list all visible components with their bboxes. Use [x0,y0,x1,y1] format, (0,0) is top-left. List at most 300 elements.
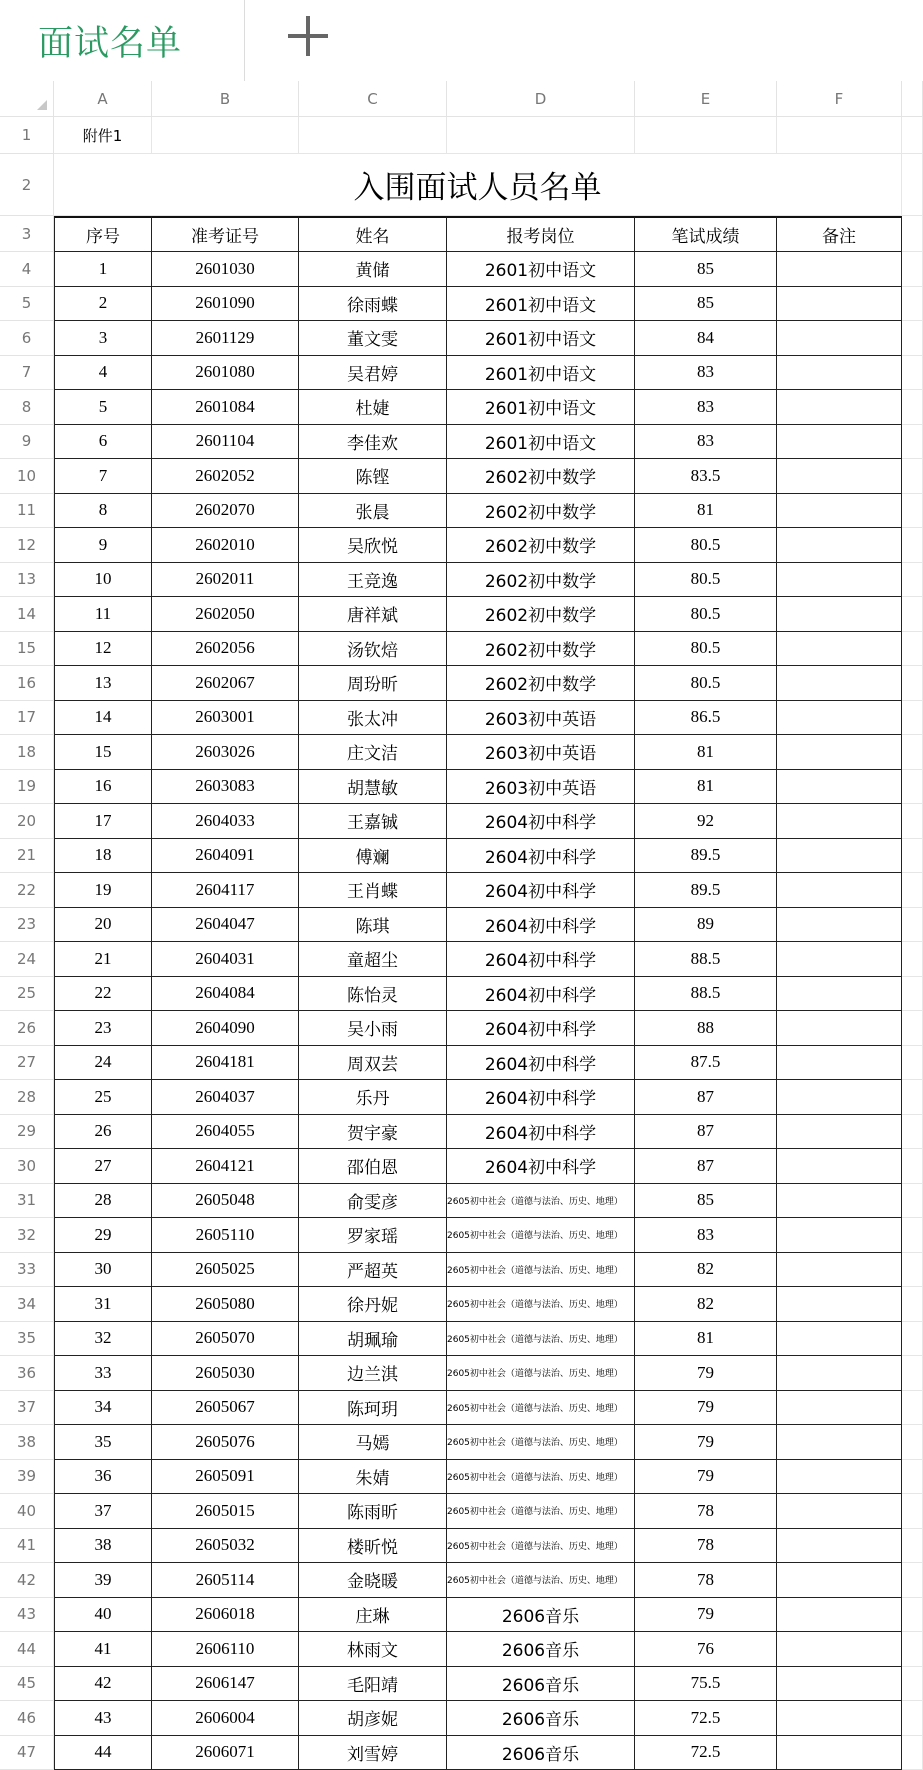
cell-score[interactable]: 85 [635,252,777,287]
cell-score[interactable]: 89 [635,908,777,943]
cell-score[interactable]: 72.5 [635,1701,777,1736]
cell-name[interactable]: 胡慧敏 [299,770,447,805]
cell-score[interactable]: 87 [635,1149,777,1184]
empty-cell[interactable] [902,770,923,805]
cell-score[interactable]: 86.5 [635,701,777,736]
row-header[interactable]: 19 [0,770,54,805]
row-header[interactable]: 7 [0,356,54,391]
cell-name[interactable]: 徐雨蝶 [299,287,447,322]
cell-exam-id[interactable]: 2606110 [152,1632,299,1667]
row-header[interactable]: 44 [0,1632,54,1667]
cell-score[interactable]: 81 [635,735,777,770]
cell-remark[interactable] [777,1046,902,1081]
empty-cell[interactable] [902,908,923,943]
row-header[interactable]: 20 [0,804,54,839]
cell-score[interactable]: 83 [635,390,777,425]
cell-exam-id[interactable]: 2601030 [152,252,299,287]
cell-position[interactable]: 2606音乐 [447,1598,635,1633]
cell-position[interactable]: 2602初中数学 [447,528,635,563]
cell-seq[interactable]: 3 [54,321,152,356]
row-header[interactable]: 24 [0,942,54,977]
cell-remark[interactable] [777,459,902,494]
cell-score[interactable]: 80.5 [635,666,777,701]
cell-remark[interactable] [777,1494,902,1529]
cell-seq[interactable]: 33 [54,1356,152,1391]
cell-remark[interactable] [777,908,902,943]
cell-exam-id[interactable]: 2603083 [152,770,299,805]
cell-position[interactable]: 2601初中语文 [447,287,635,322]
cell-exam-id[interactable]: 2605032 [152,1529,299,1564]
cell-score[interactable]: 81 [635,494,777,529]
cell-remark[interactable] [777,1115,902,1150]
plus-icon[interactable] [288,16,328,56]
cell-remark[interactable] [777,1149,902,1184]
cell-score[interactable]: 78 [635,1529,777,1564]
cell-position[interactable]: 2602初中数学 [447,494,635,529]
cell-seq[interactable]: 19 [54,873,152,908]
cell-score[interactable]: 79 [635,1356,777,1391]
cell-exam-id[interactable]: 2602067 [152,666,299,701]
cell-exam-id[interactable]: 2604037 [152,1080,299,1115]
empty-cell[interactable] [902,390,923,425]
cell-position[interactable]: 2601初中语文 [447,356,635,391]
cell-score[interactable]: 83 [635,425,777,460]
cell-position[interactable]: 2601初中语文 [447,425,635,460]
cell-remark[interactable] [777,528,902,563]
cell-remark[interactable] [777,356,902,391]
cell-remark[interactable] [777,1736,902,1770]
empty-cell[interactable] [902,1425,923,1460]
cell-remark[interactable] [777,1184,902,1219]
cell-name[interactable]: 黄储 [299,252,447,287]
cell-name[interactable]: 楼昕悦 [299,1529,447,1564]
cell-exam-id[interactable]: 2602011 [152,563,299,598]
cell-name[interactable]: 陈琪 [299,908,447,943]
cell-position[interactable]: 2606音乐 [447,1736,635,1770]
cell-name[interactable]: 吴君婷 [299,356,447,391]
row-header[interactable]: 8 [0,390,54,425]
cell-position[interactable]: 2606音乐 [447,1632,635,1667]
empty-cell[interactable] [902,1563,923,1598]
cell-exam-id[interactable]: 2605025 [152,1253,299,1288]
empty-cell[interactable] [902,216,923,252]
cell-name[interactable]: 金晓暖 [299,1563,447,1598]
cell-exam-id[interactable]: 2604055 [152,1115,299,1150]
cell-exam-id[interactable]: 2601090 [152,287,299,322]
cell-position[interactable]: 2605初中社会（道德与法治、历史、地理） [447,1287,635,1322]
empty-cell[interactable] [902,1529,923,1564]
cell-seq[interactable]: 40 [54,1598,152,1633]
cell-score[interactable]: 79 [635,1598,777,1633]
cell-position[interactable]: 2604初中科学 [447,873,635,908]
cell-seq[interactable]: 15 [54,735,152,770]
sheet-title[interactable]: 入围面试人员名单 [54,154,902,216]
column-header-C[interactable]: C [299,81,447,117]
cell-name[interactable]: 俞雯彦 [299,1184,447,1219]
cell-score[interactable]: 88.5 [635,977,777,1012]
row-header[interactable]: 26 [0,1011,54,1046]
cell-name[interactable]: 邵伯恩 [299,1149,447,1184]
cell-remark[interactable] [777,321,902,356]
cell-name[interactable]: 林雨文 [299,1632,447,1667]
table-header-seq[interactable]: 序号 [54,216,152,252]
cell-exam-id[interactable]: 2601129 [152,321,299,356]
row-header[interactable]: 6 [0,321,54,356]
row-header[interactable]: 33 [0,1253,54,1288]
empty-cell[interactable] [902,1460,923,1495]
row-header[interactable]: 21 [0,839,54,874]
cell-remark[interactable] [777,1322,902,1357]
row-header[interactable]: 39 [0,1460,54,1495]
cell-exam-id[interactable]: 2604117 [152,873,299,908]
cell-remark[interactable] [777,770,902,805]
cell-seq[interactable]: 5 [54,390,152,425]
empty-cell[interactable] [902,1598,923,1633]
cell-score[interactable]: 82 [635,1287,777,1322]
cell-position[interactable]: 2602初中数学 [447,666,635,701]
cell-seq[interactable]: 12 [54,632,152,667]
column-header-A[interactable]: A [54,81,152,117]
cell-score[interactable]: 85 [635,1184,777,1219]
cell-remark[interactable] [777,425,902,460]
cell-name[interactable]: 童超尘 [299,942,447,977]
cell-position[interactable]: 2603初中英语 [447,701,635,736]
cell-name[interactable]: 马嫣 [299,1425,447,1460]
cell-remark[interactable] [777,873,902,908]
cell-exam-id[interactable]: 2601084 [152,390,299,425]
cell-name[interactable]: 李佳欢 [299,425,447,460]
cell-remark[interactable] [777,666,902,701]
cell-remark[interactable] [777,563,902,598]
cell-seq[interactable]: 27 [54,1149,152,1184]
cell-score[interactable]: 85 [635,287,777,322]
row-header[interactable]: 25 [0,977,54,1012]
cell-remark[interactable] [777,735,902,770]
cell-exam-id[interactable]: 2604033 [152,804,299,839]
cell-seq[interactable]: 32 [54,1322,152,1357]
cell-seq[interactable]: 35 [54,1425,152,1460]
cell-score[interactable]: 80.5 [635,597,777,632]
cell-seq[interactable]: 38 [54,1529,152,1564]
cell-score[interactable]: 78 [635,1494,777,1529]
cell-seq[interactable]: 23 [54,1011,152,1046]
cell-seq[interactable]: 7 [54,459,152,494]
empty-cell[interactable] [902,1184,923,1219]
empty-cell[interactable] [902,1046,923,1081]
cell-remark[interactable] [777,1080,902,1115]
cell-remark[interactable] [777,942,902,977]
cell-remark[interactable] [777,1425,902,1460]
row-header[interactable]: 17 [0,701,54,736]
cell-remark[interactable] [777,804,902,839]
cell-exam-id[interactable]: 2606071 [152,1736,299,1770]
cell-position[interactable]: 2605初中社会（道德与法治、历史、地理） [447,1563,635,1598]
cell-exam-id[interactable]: 2602010 [152,528,299,563]
cell-position[interactable]: 2604初中科学 [447,1046,635,1081]
column-header-E[interactable]: E [635,81,777,117]
cell-a1[interactable]: 附件1 [54,117,152,154]
cell-exam-id[interactable]: 2604181 [152,1046,299,1081]
cell-position[interactable]: 2604初中科学 [447,804,635,839]
cell-exam-id[interactable]: 2603001 [152,701,299,736]
cell-exam-id[interactable]: 2605076 [152,1425,299,1460]
row-header[interactable]: 40 [0,1494,54,1529]
row-header[interactable]: 12 [0,528,54,563]
cell-exam-id[interactable]: 2605048 [152,1184,299,1219]
cell-name[interactable]: 边兰淇 [299,1356,447,1391]
cell-position[interactable]: 2605初中社会（道德与法治、历史、地理） [447,1494,635,1529]
table-header-name[interactable]: 姓名 [299,216,447,252]
row-header[interactable]: 5 [0,287,54,322]
row-header[interactable]: 28 [0,1080,54,1115]
cell-remark[interactable] [777,977,902,1012]
cell-exam-id[interactable]: 2604084 [152,977,299,1012]
cell-position[interactable]: 2604初中科学 [447,1080,635,1115]
cell-name[interactable]: 陈雨昕 [299,1494,447,1529]
row-header[interactable]: 13 [0,563,54,598]
cell-score[interactable]: 72.5 [635,1736,777,1770]
cell-score[interactable]: 80.5 [635,528,777,563]
empty-cell[interactable] [902,425,923,460]
cell-score[interactable]: 79 [635,1391,777,1426]
cell-score[interactable]: 81 [635,770,777,805]
cell-name[interactable]: 陈珂玥 [299,1391,447,1426]
cell-position[interactable]: 2602初中数学 [447,563,635,598]
cell-score[interactable]: 81 [635,1322,777,1357]
cell-seq[interactable]: 37 [54,1494,152,1529]
cell-name[interactable]: 王竞逸 [299,563,447,598]
cell-name[interactable]: 徐丹妮 [299,1287,447,1322]
cell-name[interactable]: 王嘉铖 [299,804,447,839]
cell-remark[interactable] [777,1563,902,1598]
cell-name[interactable]: 吴欣悦 [299,528,447,563]
cell-position[interactable]: 2604初中科学 [447,977,635,1012]
column-header-B[interactable]: B [152,81,299,117]
cell-remark[interactable] [777,1701,902,1736]
cell-name[interactable]: 贺宇豪 [299,1115,447,1150]
cell-remark[interactable] [777,1391,902,1426]
empty-cell[interactable] [902,117,923,154]
cell-score[interactable]: 83 [635,1218,777,1253]
cell-name[interactable]: 胡彦妮 [299,1701,447,1736]
empty-cell[interactable] [902,873,923,908]
empty-cell[interactable] [902,528,923,563]
cell-remark[interactable] [777,1356,902,1391]
cell-name[interactable]: 杜婕 [299,390,447,425]
sheet-tab-interview-list[interactable] [0,0,245,81]
cell-remark[interactable] [777,839,902,874]
cell-exam-id[interactable]: 2602050 [152,597,299,632]
cell-score[interactable]: 79 [635,1425,777,1460]
empty-cell[interactable] [447,117,635,154]
row-header[interactable]: 22 [0,873,54,908]
cell-name[interactable]: 吴小雨 [299,1011,447,1046]
empty-cell[interactable] [902,1356,923,1391]
empty-cell[interactable] [902,839,923,874]
empty-cell[interactable] [902,735,923,770]
cell-seq[interactable]: 10 [54,563,152,598]
cell-remark[interactable] [777,252,902,287]
cell-exam-id[interactable]: 2606147 [152,1667,299,1702]
cell-position[interactable]: 2602初中数学 [447,597,635,632]
cell-name[interactable]: 乐丹 [299,1080,447,1115]
empty-cell[interactable] [902,459,923,494]
cell-exam-id[interactable]: 2604047 [152,908,299,943]
cell-position[interactable]: 2604初中科学 [447,839,635,874]
cell-name[interactable]: 张太冲 [299,701,447,736]
row-header[interactable]: 18 [0,735,54,770]
cell-seq[interactable]: 6 [54,425,152,460]
cell-remark[interactable] [777,701,902,736]
cell-seq[interactable]: 4 [54,356,152,391]
row-header[interactable]: 1 [0,117,54,154]
cell-position[interactable]: 2605初中社会（道德与法治、历史、地理） [447,1460,635,1495]
cell-position[interactable]: 2604初中科学 [447,942,635,977]
cell-score[interactable]: 83 [635,356,777,391]
cell-name[interactable]: 刘雪婷 [299,1736,447,1770]
cell-seq[interactable]: 17 [54,804,152,839]
cell-name[interactable]: 陈铿 [299,459,447,494]
cell-exam-id[interactable]: 2602056 [152,632,299,667]
row-header[interactable]: 42 [0,1563,54,1598]
cell-exam-id[interactable]: 2606004 [152,1701,299,1736]
empty-cell[interactable] [902,1115,923,1150]
row-header[interactable]: 23 [0,908,54,943]
cell-exam-id[interactable]: 2605114 [152,1563,299,1598]
cell-score[interactable]: 82 [635,1253,777,1288]
empty-cell[interactable] [777,117,902,154]
cell-exam-id[interactable]: 2604031 [152,942,299,977]
cell-seq[interactable]: 34 [54,1391,152,1426]
cell-score[interactable]: 89.5 [635,873,777,908]
cell-exam-id[interactable]: 2601080 [152,356,299,391]
cell-remark[interactable] [777,390,902,425]
empty-cell[interactable] [902,1287,923,1322]
cell-name[interactable]: 汤钦焙 [299,632,447,667]
row-header[interactable]: 16 [0,666,54,701]
row-header[interactable]: 14 [0,597,54,632]
table-header-remark[interactable]: 备注 [777,216,902,252]
cell-seq[interactable]: 44 [54,1736,152,1770]
row-header[interactable]: 10 [0,459,54,494]
cell-seq[interactable]: 41 [54,1632,152,1667]
cell-name[interactable]: 周双芸 [299,1046,447,1081]
empty-cell[interactable] [902,494,923,529]
table-header-exam-id[interactable]: 准考证号 [152,216,299,252]
empty-cell[interactable] [902,356,923,391]
row-header[interactable]: 47 [0,1736,54,1770]
cell-exam-id[interactable]: 2601104 [152,425,299,460]
row-header[interactable]: 46 [0,1701,54,1736]
cell-seq[interactable]: 21 [54,942,152,977]
cell-remark[interactable] [777,1011,902,1046]
cell-name[interactable]: 陈怡灵 [299,977,447,1012]
cell-position[interactable]: 2605初中社会（道德与法治、历史、地理） [447,1356,635,1391]
cell-exam-id[interactable]: 2603026 [152,735,299,770]
empty-cell[interactable] [902,1701,923,1736]
empty-cell[interactable] [902,1632,923,1667]
cell-seq[interactable]: 30 [54,1253,152,1288]
cell-position[interactable]: 2601初中语文 [447,321,635,356]
cell-score[interactable]: 80.5 [635,563,777,598]
empty-cell[interactable] [902,287,923,322]
cell-remark[interactable] [777,1529,902,1564]
cell-remark[interactable] [777,632,902,667]
cell-seq[interactable]: 31 [54,1287,152,1322]
empty-cell[interactable] [902,563,923,598]
row-header[interactable]: 32 [0,1218,54,1253]
cell-position[interactable]: 2602初中数学 [447,632,635,667]
cell-seq[interactable]: 20 [54,908,152,943]
column-header-G[interactable] [902,81,923,117]
cell-seq[interactable]: 36 [54,1460,152,1495]
cell-seq[interactable]: 13 [54,666,152,701]
empty-cell[interactable] [902,1667,923,1702]
column-header-D[interactable]: D [447,81,635,117]
cell-exam-id[interactable]: 2602052 [152,459,299,494]
empty-cell[interactable] [152,117,299,154]
cell-remark[interactable] [777,1287,902,1322]
empty-cell[interactable] [902,1736,923,1770]
row-header[interactable]: 41 [0,1529,54,1564]
cell-score[interactable]: 92 [635,804,777,839]
empty-cell[interactable] [902,666,923,701]
cell-name[interactable]: 张晨 [299,494,447,529]
row-header[interactable]: 4 [0,252,54,287]
cell-score[interactable]: 76 [635,1632,777,1667]
row-header[interactable]: 27 [0,1046,54,1081]
cell-name[interactable]: 王肖蝶 [299,873,447,908]
empty-cell[interactable] [902,1080,923,1115]
row-header[interactable]: 29 [0,1115,54,1150]
cell-score[interactable]: 88.5 [635,942,777,977]
cell-position[interactable]: 2604初中科学 [447,908,635,943]
cell-exam-id[interactable]: 2604091 [152,839,299,874]
cell-exam-id[interactable]: 2605091 [152,1460,299,1495]
cell-score[interactable]: 88 [635,1011,777,1046]
cell-exam-id[interactable]: 2605015 [152,1494,299,1529]
cell-seq[interactable]: 42 [54,1667,152,1702]
cell-seq[interactable]: 11 [54,597,152,632]
row-header[interactable]: 38 [0,1425,54,1460]
table-header-position[interactable]: 报考岗位 [447,216,635,252]
cell-exam-id[interactable]: 2605080 [152,1287,299,1322]
cell-score[interactable]: 84 [635,321,777,356]
empty-cell[interactable] [902,154,923,216]
cell-exam-id[interactable]: 2605030 [152,1356,299,1391]
cell-position[interactable]: 2604初中科学 [447,1115,635,1150]
row-header[interactable]: 35 [0,1322,54,1357]
column-header-F[interactable]: F [777,81,902,117]
cell-exam-id[interactable]: 2604121 [152,1149,299,1184]
empty-cell[interactable] [902,1391,923,1426]
cell-name[interactable]: 庄琳 [299,1598,447,1633]
empty-cell[interactable] [902,1149,923,1184]
cell-seq[interactable]: 25 [54,1080,152,1115]
cell-remark[interactable] [777,1667,902,1702]
cell-name[interactable]: 朱婧 [299,1460,447,1495]
cell-exam-id[interactable]: 2605110 [152,1218,299,1253]
cell-score[interactable]: 79 [635,1460,777,1495]
row-header[interactable]: 3 [0,216,54,252]
cell-seq[interactable]: 2 [54,287,152,322]
cell-score[interactable]: 80.5 [635,632,777,667]
cell-seq[interactable]: 22 [54,977,152,1012]
cell-seq[interactable]: 18 [54,839,152,874]
cell-name[interactable]: 毛阳靖 [299,1667,447,1702]
empty-cell[interactable] [902,804,923,839]
cell-seq[interactable]: 8 [54,494,152,529]
